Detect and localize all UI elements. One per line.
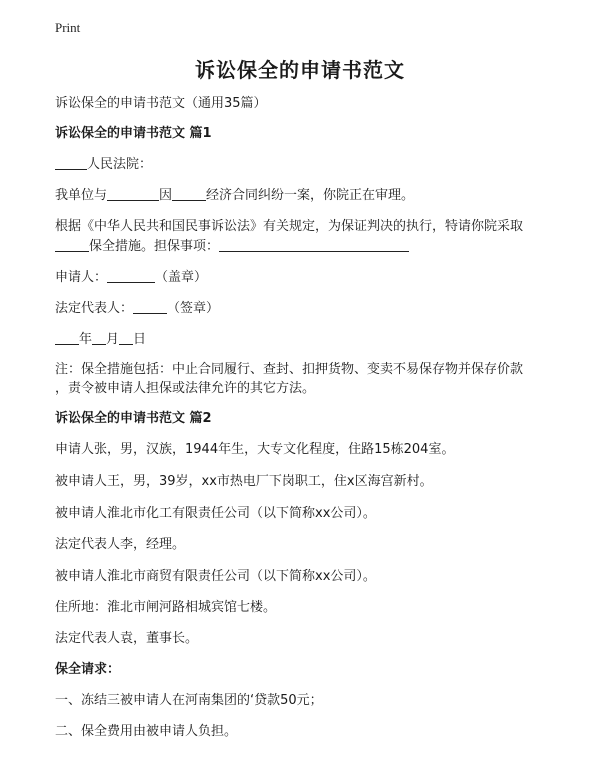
document-title: 诉讼保全的申请书范文 [195, 58, 405, 82]
note-line-2: ，责令被申请人担保或法律允许的其它方法。 [55, 381, 316, 396]
note-line-1: 注：保全措施包括：中止合同履行、查封、扣押货物、变卖不易保存物并保存价款 [55, 362, 524, 377]
legal-rep-blank [133, 299, 167, 314]
court-blank [55, 155, 87, 170]
party-line: 被申请人淮北市化工有限责任公司（以下简称xx公司）。 [55, 506, 376, 521]
day-label: 日 [133, 332, 147, 347]
applicant-seal: （盖章） [155, 270, 208, 285]
guarantee-label: 保全措施。担保事项： [89, 239, 220, 254]
request-item: 一、冻结三被申请人在河南集团的‘贷款50元； [55, 693, 323, 708]
print-link[interactable]: Print [55, 20, 81, 35]
party-line: 被申请人王，男，39岁，xx市热电厂下岗职工，住x区海宫新村。 [55, 474, 433, 489]
request-heading: 保全请求： [55, 662, 121, 677]
month-label: 月 [106, 332, 120, 347]
dispute-line [55, 186, 565, 206]
party-line: 法定代表人李，经理。 [55, 537, 186, 552]
legal-rep-label: 法定代表人： [55, 301, 134, 316]
dispute-text-b: 因 [159, 188, 173, 203]
measure-blank [55, 237, 89, 252]
party-line: 被申请人淮北市商贸有限责任公司（以下简称xx公司）。 [55, 569, 376, 584]
request-item: 二、保全费用由被申请人负担。 [55, 724, 238, 739]
month-blank [92, 330, 106, 345]
guarantee-line [55, 237, 565, 257]
year-blank [55, 330, 79, 345]
document-intro: 诉讼保全的申请书范文（通用35篇） [55, 96, 267, 111]
date-line [55, 330, 565, 350]
party-line: 法定代表人袁，董事长。 [55, 631, 199, 646]
applicant-line [55, 268, 565, 288]
party-line: 住所地：淮北市闸河路相城宾馆七楼。 [55, 600, 277, 615]
party-blank [107, 186, 159, 201]
court-suffix: 人民法院： [87, 157, 153, 172]
reason-blank [172, 186, 206, 201]
section1-heading: 诉讼保全的申请书范文 篇1 [55, 126, 212, 141]
dispute-text-c: 经济合同纠纷一案，你院正在审理。 [206, 188, 415, 203]
court-line [55, 155, 565, 175]
day-blank [119, 330, 133, 345]
legal-basis-line: 根据《中华人民共和国民事诉讼法》有关规定，为保证判决的执行，特请你院采取 [55, 219, 524, 234]
applicant-label: 申请人： [55, 270, 108, 285]
party-line: 申请人张，男，汉族，1944年生，大专文化程度，住路15栋204室。 [55, 442, 455, 457]
legal-rep-line [55, 299, 565, 319]
guarantee-blank [219, 237, 409, 252]
applicant-blank [107, 268, 155, 283]
dispute-text-a: 我单位与 [55, 188, 108, 203]
legal-rep-sign: （签章） [167, 301, 220, 316]
section2-heading: 诉讼保全的申请书范文 篇2 [55, 411, 212, 426]
year-label: 年 [79, 332, 93, 347]
